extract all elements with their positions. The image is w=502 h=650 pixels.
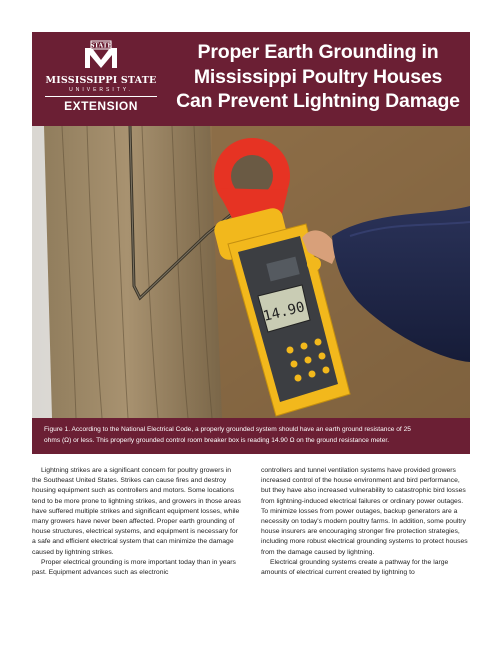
logo-divider: [45, 96, 157, 97]
body-paragraph: Electrical grounding systems create a pathway for the large amounts of electrical current created by lightning to: [261, 558, 449, 577]
body-paragraph: controllers and tunnel ventilation systems have provided growers increased control of the house environment and bird performance, but they have also increased vulnerability to catastrophic bird losses from lightning-induced electrical failures or ordinary power outages. To minimize losses from power outages, backup generators are a necessity on today's modern poultry farms. In addition, some poultry house insurers are encouraging stronger fire protection strategies, including more robust electrical grounding systems to protect houses from the damage caused by lightning.: [261, 467, 468, 556]
title-line: Proper Earth Grounding in: [197, 41, 439, 63]
msu-seal-icon: [81, 40, 121, 74]
body-paragraph: Lightning strikes are a significant concern for poultry growers in the Southeast United States. Strikes can cause fires and destroy housing equipment such as controllers and motors. Some locations tend to be more prone to lightning strikes, and growers in those areas have suffered multiple strikes and significant equipment losses, while many growers have never been affected. Proper earth grounding of house structures, electrical systems, and equipment is necessary for a safe and efficient electrical system that can minimize the damage caused by lightning strikes.: [32, 467, 241, 556]
body-paragraph: Proper electrical grounding is more important today than in years past. Equipment advances such as electronic: [32, 558, 236, 577]
wood-post: [32, 126, 222, 418]
caption-line: ohms (Ω) or less. This properly grounded control room breaker box is reading 14.90 Ω on the ground resistance meter.: [44, 437, 390, 444]
photo-illustration: [32, 126, 470, 418]
caption-line: Figure 1. According to the National Electrical Code, a properly grounded system should have an earth ground resistance of 25: [44, 426, 411, 433]
extension-label: EXTENSION: [64, 99, 138, 113]
msu-extension-logo: [40, 40, 162, 120]
title-line: Can Prevent Lightning Damage: [176, 90, 460, 112]
figure-caption: [32, 418, 470, 454]
seal-text: STATE: [90, 42, 112, 50]
body-column-left: [32, 466, 241, 578]
title-line: Mississippi Poultry Houses: [193, 65, 443, 88]
body-column-right: [261, 466, 470, 578]
meter-reading: 14.90: [261, 299, 307, 325]
university-name: MISSISSIPPI STATE: [45, 75, 157, 86]
header-banner: [32, 32, 470, 126]
university-sub: UNIVERSITY.: [69, 87, 133, 93]
ground-meter-photo: [32, 126, 470, 418]
page-title: [170, 40, 466, 114]
